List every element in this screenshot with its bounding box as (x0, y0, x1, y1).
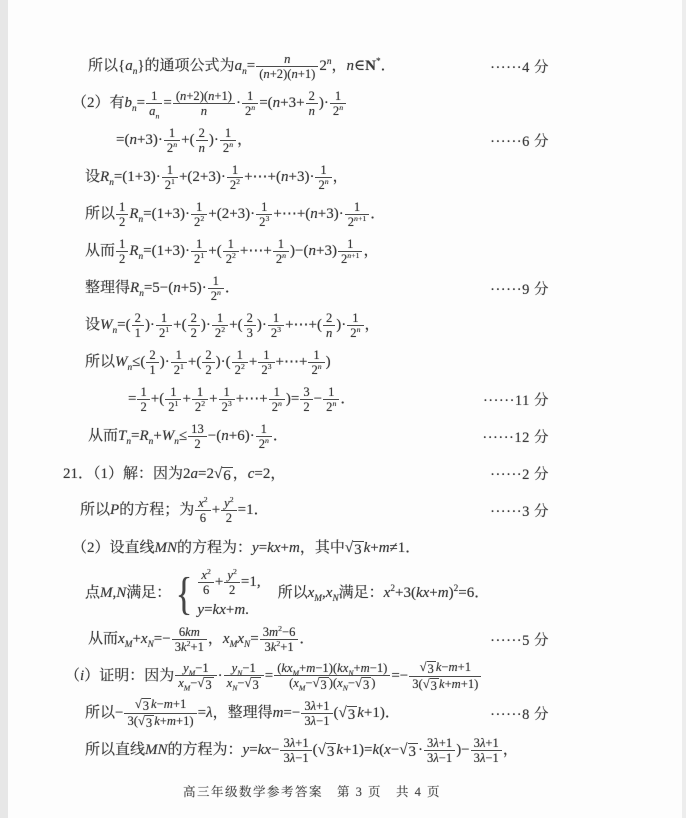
num: 1 (224, 125, 232, 140)
frac (202, 348, 214, 377)
score-mark: ······11 分 (482, 393, 549, 409)
num: 2 (205, 347, 212, 362)
frac (227, 163, 243, 192)
rad: √ (338, 705, 347, 722)
frac (146, 348, 158, 377)
num: 1 (151, 88, 158, 103)
sqrt (423, 678, 439, 693)
num: 1 (175, 347, 182, 362)
den: (n+2)(n+1) (256, 66, 318, 81)
formula-content: =(n+3)· $\frac{1}{2^n}$ +( $\frac{2}{n}$ )· $\frac{1}{2^n}$ ， (116, 125, 253, 155)
den: $2^3$ (219, 399, 235, 414)
den: n (196, 140, 208, 155)
den: $a_n$ (146, 103, 162, 118)
frac (172, 625, 207, 654)
rad: √ (399, 742, 408, 759)
formula-content: 设$R_n=(1+3)\cdot$ $\frac{1}{2^1}$ +(2+3)· $\frac{1}{2^2}$ +⋯+(n+3)· $\frac{1}{2^n}$ ， (85, 162, 348, 192)
num: 1 (272, 310, 280, 325)
scan-edge-left (0, 0, 8, 818)
num: 1 (196, 236, 203, 251)
num: 1 (231, 162, 239, 177)
frac (164, 126, 180, 155)
frac (196, 126, 208, 155)
frac (308, 348, 324, 377)
frac (256, 200, 272, 229)
frac (232, 348, 248, 377)
den: 3λ−1 (301, 713, 332, 728)
vinc: 3 (408, 744, 417, 761)
num: 1 (170, 384, 177, 399)
frac (306, 89, 318, 118)
vinc: 3 (252, 678, 259, 693)
vinc: 3 (430, 679, 437, 694)
num: 1 (119, 236, 126, 251)
sqrt (318, 743, 337, 761)
den: 3λ−1 (280, 750, 311, 765)
sqrt (138, 715, 154, 730)
den: 2$^n$ (330, 103, 346, 118)
frac (116, 200, 128, 229)
frac (220, 126, 236, 155)
den: $3k^2+1$ (172, 639, 207, 654)
formula-content: 所以P的方程；为 $\frac{x^2}{6}$ + $\frac{y^2}{2}$ =1． (80, 494, 269, 525)
frac (192, 385, 208, 414)
vinc: 3 (326, 744, 335, 761)
vinc: 3 (145, 716, 153, 731)
rad: √ (422, 677, 430, 692)
rad: √ (419, 660, 427, 675)
rad: √ (213, 466, 223, 482)
vinc: 3 (362, 678, 370, 693)
den: $x_M-$ √ 3 (175, 675, 216, 692)
formula-content: 整理得$R_n=5-(n+5)\cdot$ $\frac{1}{2^n}$ ． (85, 273, 240, 303)
frac (173, 89, 235, 118)
num: 1 (223, 384, 230, 399)
sqrt (345, 541, 364, 559)
rad: √ (137, 714, 145, 729)
den: $2^2$ (212, 325, 228, 340)
frac (175, 661, 216, 692)
frac (274, 661, 390, 692)
num: 1 (140, 384, 147, 399)
num: 2 (326, 310, 333, 325)
formula-line (60, 381, 670, 418)
den: 2$^n$ (208, 288, 224, 303)
page-footer (0, 782, 624, 800)
den: 2 (224, 582, 240, 597)
frac (165, 385, 181, 414)
num: 1 (216, 310, 224, 325)
den: 2 (202, 362, 214, 377)
num: 1 (119, 199, 126, 214)
rad: √ (355, 676, 362, 691)
frac (244, 311, 256, 340)
rad: √ (317, 742, 326, 759)
formula-line (60, 270, 670, 307)
footer-text: 高三年级数学参考答案 第 3 页 共 4 页 (182, 785, 441, 799)
formula-content: 从而$T_n=R_n+W_n\le$ $\frac{13}{2}$ −(n+6)· $\frac{1}{2^n}$ ． (88, 421, 288, 451)
vinc: 6 (223, 468, 231, 484)
formula-content: （i）证明：因为 $y_M-1$ $x_M-$ √ 3 · $y_N-1$ $x_N-$ √ 3 = $(kx_M+m-1)(kx_N+m-1)$ ($x_M-$ √ 3 )($x_N-$ √ 3 ) =− √ 3 k−m+1 3( √ 3 k+m+1) (65, 660, 482, 693)
num: 1 (261, 199, 268, 214)
num: $y^2$ (227, 566, 237, 582)
sqrt (399, 743, 418, 761)
frac (323, 385, 339, 414)
formula-line (60, 48, 670, 85)
frac (338, 237, 363, 266)
frac (269, 385, 285, 414)
frac (345, 200, 370, 229)
num: 1 (320, 162, 327, 177)
score-mark: ······5 分 (490, 633, 549, 650)
frac (124, 697, 196, 730)
den: $2^2$ (223, 251, 239, 266)
num: $(kx_M+m-1)(kx_N+m-1)$ (277, 661, 388, 678)
score-mark: ······12 分 (482, 430, 549, 446)
den: $2^{n+1}$ (338, 251, 363, 266)
cases (173, 568, 260, 619)
num: 1 (212, 273, 219, 288)
sqrt (197, 677, 213, 692)
den: 3λ−1 (471, 750, 502, 765)
formula-content: 所以 $\frac{1}{2}$ $R_n=(1+3)\cdot$ $\frac{1}{2^2}$ +(2+3)· $\frac{1}{2^3}$ +⋯+(n+3)· $\frac{1}{2^{n+1}}$ ． (85, 199, 386, 229)
rad: √ (312, 676, 320, 691)
num: 1 (352, 310, 359, 325)
case-row: $\frac{x^2}{6}$ + $\frac{y^2}{2}$ =1, (197, 568, 260, 597)
num: 1 (353, 199, 361, 214)
frac (224, 661, 264, 692)
num: 1 (277, 236, 285, 251)
sqrt (214, 467, 233, 485)
num: 2 (134, 310, 141, 325)
frac (132, 311, 144, 340)
num: √ 3 k−m+1 (419, 660, 472, 677)
formula-content: 设$W_n=$( $\frac{2}{1}$ )· $\frac{1}{2^1}$ +( $\frac{2}{2}$ )· $\frac{1}{2^2}$ +( $\frac{2}{3}$ )· $\frac{1}{2^3}$ +⋯+( $\frac{2}{n}$ )· $\frac{1}{2^n}$ ， (85, 310, 380, 340)
frac (409, 660, 481, 693)
score-mark: ······3 分 (490, 504, 549, 520)
num: 3λ+1 (473, 736, 499, 751)
formula-content: 所以$W_n\le$( $\frac{2}{1}$ )· $\frac{1}{2^1}$ +( $\frac{2}{2}$ )·( $\frac{1}{2^2}$ + $\frac{1}{2^3}$ +⋯+ $\frac{1}{2^n}$ ) (85, 347, 331, 377)
num: 1 (196, 199, 203, 214)
den: 3( √ 3 k+m+1) (124, 713, 196, 730)
num: √ 3 k−m+1 (134, 697, 187, 714)
formula-line (60, 695, 670, 732)
den: 1 (146, 362, 158, 377)
sqrt (313, 677, 329, 692)
frac (224, 568, 240, 597)
frac (273, 237, 289, 266)
frac (171, 348, 187, 377)
den: 2 (188, 325, 200, 340)
num: n (284, 51, 291, 66)
den: $2^3$ (256, 214, 272, 229)
num: 1 (236, 347, 243, 362)
frac (256, 422, 272, 451)
num: 1 (328, 384, 335, 399)
vinc: 3 (320, 678, 327, 693)
num: 2 (190, 310, 197, 325)
formula-line (60, 621, 670, 658)
formula-line (60, 658, 670, 695)
num: 1 (263, 347, 270, 362)
den: 2$^n$ (220, 140, 236, 155)
formula-line (60, 196, 670, 233)
num: $y^2$ (224, 494, 234, 510)
frac (191, 237, 207, 266)
den: $2^2$ (191, 214, 207, 229)
den: $x_N-$ √ 3 (224, 675, 264, 692)
frac (219, 385, 235, 414)
den: $2^1$ (162, 177, 178, 192)
frac (424, 736, 455, 765)
rad: √ (244, 676, 252, 691)
num: 2 (198, 125, 205, 140)
formula-content: 所以$\{a_n\}$的通项公式为$a_n=$ $\frac{n}{(n+2)(n+1)}$ 2$^n$，n∈N*． (88, 51, 396, 81)
num: $y_N-1$ (231, 661, 256, 678)
den: 2 (300, 399, 312, 414)
num: 3λ+1 (283, 736, 309, 751)
den: 2$^n$ (242, 103, 258, 118)
formula-line (60, 455, 670, 492)
formula-content: = $\frac{1}{2}$ +( $\frac{1}{2^1}$ + $\frac{1}{2^2}$ + $\frac{1}{2^3}$ +⋯+ $\frac{1}{2^n}$ )= $\frac{3}{2}$ − $\frac{1}{2^n}$ ． (128, 384, 356, 414)
sqrt (355, 677, 371, 692)
formula-line (60, 566, 670, 621)
den: 1 (132, 325, 144, 340)
num: 1 (313, 347, 320, 362)
den: $2^1$ (165, 399, 181, 414)
den: 3 (244, 325, 256, 340)
den: 2$^n$ (308, 362, 324, 377)
vinc: 3 (142, 699, 150, 714)
num: $y_M-1$ (183, 661, 209, 678)
den: 2$^n$ (323, 399, 339, 414)
den: $2^{n+1}$ (345, 214, 370, 229)
den: $2^3$ (258, 362, 274, 377)
den: $2^3$ (268, 325, 284, 340)
den: $3k^2+1$ (260, 639, 299, 654)
den: 2 (116, 251, 128, 266)
vinc: 3 (354, 542, 362, 558)
rad: √ (344, 540, 354, 556)
frac (208, 274, 224, 303)
den: $2^2$ (227, 177, 243, 192)
num: 1 (168, 125, 176, 140)
frac (198, 568, 214, 597)
frac (221, 496, 237, 525)
den: 3λ−1 (424, 750, 455, 765)
den: 2 (221, 510, 237, 525)
frac (195, 496, 211, 525)
den: 2$^n$ (164, 140, 180, 155)
frac (191, 200, 207, 229)
formula-content: 点M,N满足： { $\frac{x^2}{6}$ + $\frac{y^2}{2}$ =1, y=kx+m. 所以$x_M,x_N$满足：$x^2+3(kx+m)^2=6$． (85, 566, 490, 619)
den: $2^1$ (171, 362, 187, 377)
den: n (323, 325, 335, 340)
brace: { (176, 567, 193, 619)
den: 2$^n$ (269, 399, 285, 414)
formula-line (60, 233, 670, 270)
score-mark: ······9 分 (490, 282, 549, 298)
formula-line (60, 492, 670, 529)
den: 2$^n$ (256, 436, 272, 451)
num: 13 (191, 421, 204, 436)
frac (330, 89, 346, 118)
num: $3m^2-6$ (262, 623, 296, 640)
den: 2 (116, 214, 128, 229)
den: 2$^n$ (273, 251, 289, 266)
formula-content: 从而$x_M+x_N=-$ $\frac{6km}{3k^2+1}$ ，$x_Mx_N=$ $\frac{3m^2-6}{3k^2+1}$ ． (88, 623, 315, 655)
den: 3( √ 3 k+m+1) (409, 676, 481, 693)
frac (188, 422, 207, 451)
frac (223, 237, 239, 266)
answer-lines (60, 48, 670, 769)
frac (323, 311, 335, 340)
frac (242, 89, 258, 118)
formula-line (60, 529, 670, 566)
frac (315, 163, 331, 192)
case-col (197, 568, 260, 619)
num: 2 (308, 88, 315, 103)
sqrt (339, 706, 358, 724)
frac (347, 311, 363, 340)
num: 1 (347, 236, 354, 251)
formula-line (60, 732, 670, 769)
num: 2 (149, 347, 156, 362)
num: 1 (246, 88, 254, 103)
vinc: 3 (205, 678, 212, 693)
num: (n+2)(n+1) (175, 88, 232, 103)
sqrt (420, 661, 436, 676)
formula-line (60, 307, 670, 344)
score-mark: ······2 分 (490, 467, 549, 483)
den: 2 (188, 436, 207, 451)
num: $x^2$ (198, 494, 208, 510)
frac (300, 385, 312, 414)
formula-content: 所以直线MN的方程为：y=kx− $\frac{3\lambda+1}{3\lambda-1}$ ( √ 3 k+1)=k(x− √ 3 · $\frac{3\lambda+1}{3\lambda-1}$ )− $\frac{3\lambda+1}{3\lambda-1}$ ， (85, 736, 518, 766)
num: 3λ+1 (427, 736, 453, 751)
num: 6km (178, 625, 200, 640)
num: $x^2$ (201, 566, 211, 582)
formula-content: （2）有$b_n=$ $\frac{1}{a_n}$ = $\frac{(n+2)(n+1)}{n}$ · $\frac{1}{2^n}$ =(n+3+ $\frac{2}{n}$ )· $\frac{1}{2^n}$ (72, 89, 347, 118)
score-mark: ······4 分 (490, 60, 549, 76)
frac (212, 311, 228, 340)
sqrt (245, 677, 261, 692)
frac (137, 385, 149, 414)
num: 2 (246, 310, 253, 325)
den: 6 (198, 582, 214, 597)
den: $2^1$ (156, 325, 172, 340)
num: 1 (196, 384, 204, 399)
frac (256, 52, 318, 81)
formula-line (60, 418, 670, 455)
frac (188, 311, 200, 340)
frac (280, 736, 311, 765)
frac (146, 88, 162, 121)
num: 1 (160, 310, 168, 325)
scan-edge-right (682, 0, 686, 818)
frac (301, 699, 332, 728)
den: n (173, 103, 235, 118)
sqrt (135, 698, 151, 713)
frac (116, 237, 128, 266)
den: $2^2$ (232, 362, 248, 377)
frac (268, 311, 284, 340)
vinc: 3 (347, 707, 356, 724)
frac (260, 625, 299, 654)
den: $2^1$ (191, 251, 207, 266)
den: 6 (195, 510, 211, 525)
frac (156, 311, 172, 340)
rad: √ (197, 676, 205, 691)
formula-line (60, 122, 670, 159)
den: n (306, 103, 318, 118)
num: 3λ+1 (304, 699, 330, 714)
case-row: y=kx+m. (197, 602, 249, 619)
den: 2$^n$ (315, 177, 331, 192)
formula-content: （2）设直线MN的方程为：y=kx+m，其中 √ 3 k+m≠1． (72, 540, 421, 558)
frac (162, 163, 178, 192)
num: 1 (334, 88, 342, 103)
formula-line (60, 344, 670, 381)
den: $2^2$ (192, 399, 208, 414)
den: ($x_M-$ √ 3 )($x_N-$ √ 3 ) (274, 675, 390, 692)
num: 3 (303, 384, 310, 399)
formula-content: 所以− √ 3 k−m+1 3( √ 3 k+m+1) =λ，整理得m=− $\frac{3\lambda+1}{3\lambda-1}$ ( √ 3 k+1)． (85, 697, 400, 731)
num: 1 (273, 384, 280, 399)
formula-content: 21．（1）解：因为2a=2 √ 6 ，c=2， (63, 466, 286, 484)
den: 2$^n$ (347, 325, 363, 340)
num: 1 (227, 236, 234, 251)
num: 1 (166, 162, 173, 177)
num: 1 (260, 421, 267, 436)
frac (258, 348, 274, 377)
vinc: 3 (427, 662, 434, 677)
score-mark: ······8 分 (490, 707, 549, 724)
rad: √ (134, 697, 142, 712)
formula-line (60, 85, 670, 122)
den: 2 (137, 399, 149, 414)
formula-line (60, 159, 670, 196)
frac (471, 736, 502, 765)
formula-content: 从而 $\frac{1}{2}$ $R_n=(1+3)\cdot$ $\frac{1}{2^1}$ +( $\frac{1}{2^2}$ +⋯+ $\frac{1}{2^n}$ )−(n+3) $\frac{1}{2^{n+1}}$ ， (85, 236, 379, 266)
score-mark: ······6 分 (490, 134, 549, 150)
